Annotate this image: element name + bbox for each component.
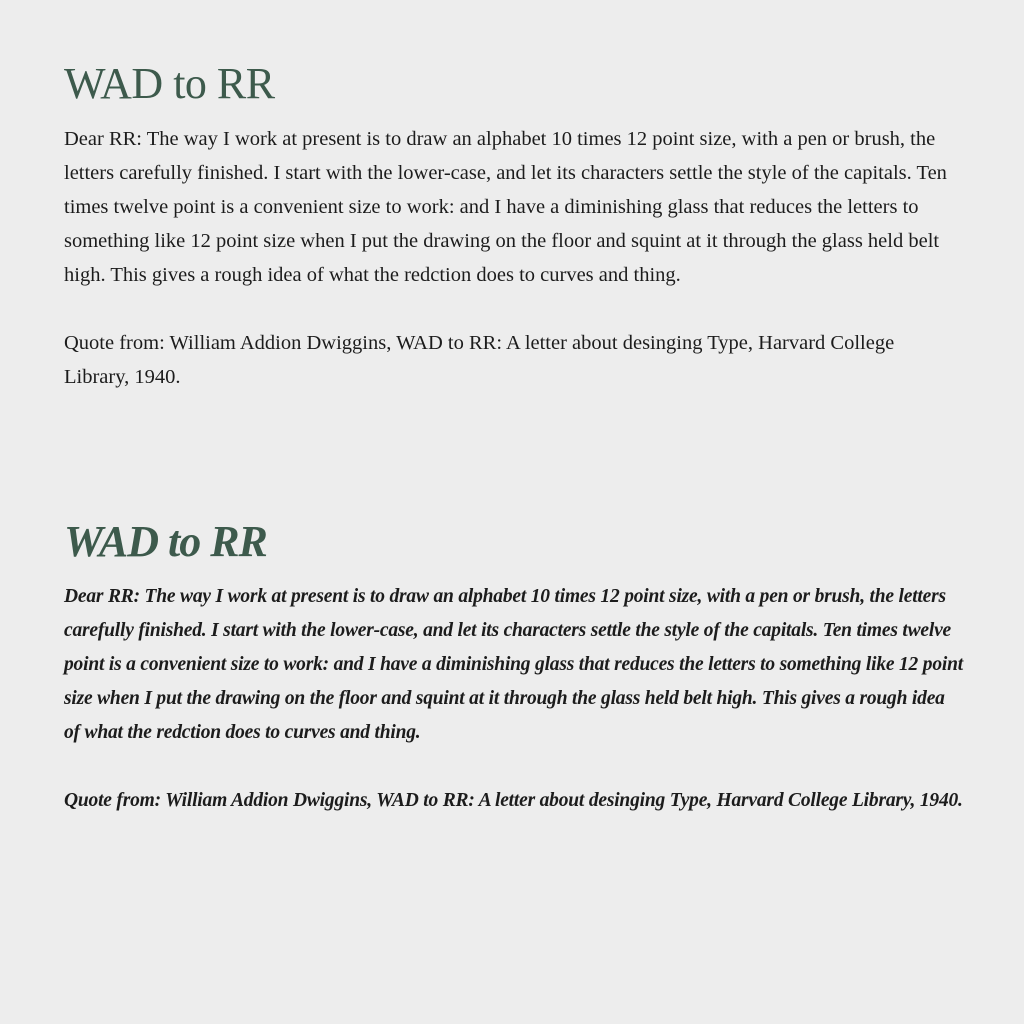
italic-title: WAD to RR bbox=[64, 517, 267, 566]
italic-quote-citation: Quote from: William Addion Dwiggins, WAD to RR: A letter about desinging Type, Harvard College Library, 1940. bbox=[64, 790, 963, 811]
regular-quote-citation: Quote from: William Addion Dwiggins, WAD to RR: A letter about desinging Type, Harvard College Library, 1940. bbox=[64, 332, 895, 388]
regular-body-text: Dear RR: The way I work at present is to draw an alphabet 10 times 12 point size, with a pen or brush, the letters carefully finished. I start with the lower-case, and let its characters settle the style of the capitals. Ten times twelve point is a convenient size to work: and I have a diminishing glass that reduces the letters to something like 12 point size when I put the drawing on the floor and squint at it through the glass held belt high. This gives a rough idea of what the redction does to curves and thing. bbox=[64, 128, 947, 286]
regular-specimen bbox=[64, 58, 964, 394]
regular-title: WAD to RR bbox=[64, 59, 275, 108]
italic-body-text: Dear RR: The way I work at present is to draw an alphabet 10 times 12 point size, with a pen or brush, the letters carefully finished. I start with the lower-case, and let its characters settle the style of the capitals. Ten times twelve point is a convenient size to work: and I have a diminishing glass that reduces the letters to something like 12 point size when I put the drawing on the floor and squint at it through the glass held belt high. This gives a rough idea of what the redction does to curves and thing. bbox=[64, 586, 963, 743]
italic-specimen bbox=[64, 516, 964, 818]
